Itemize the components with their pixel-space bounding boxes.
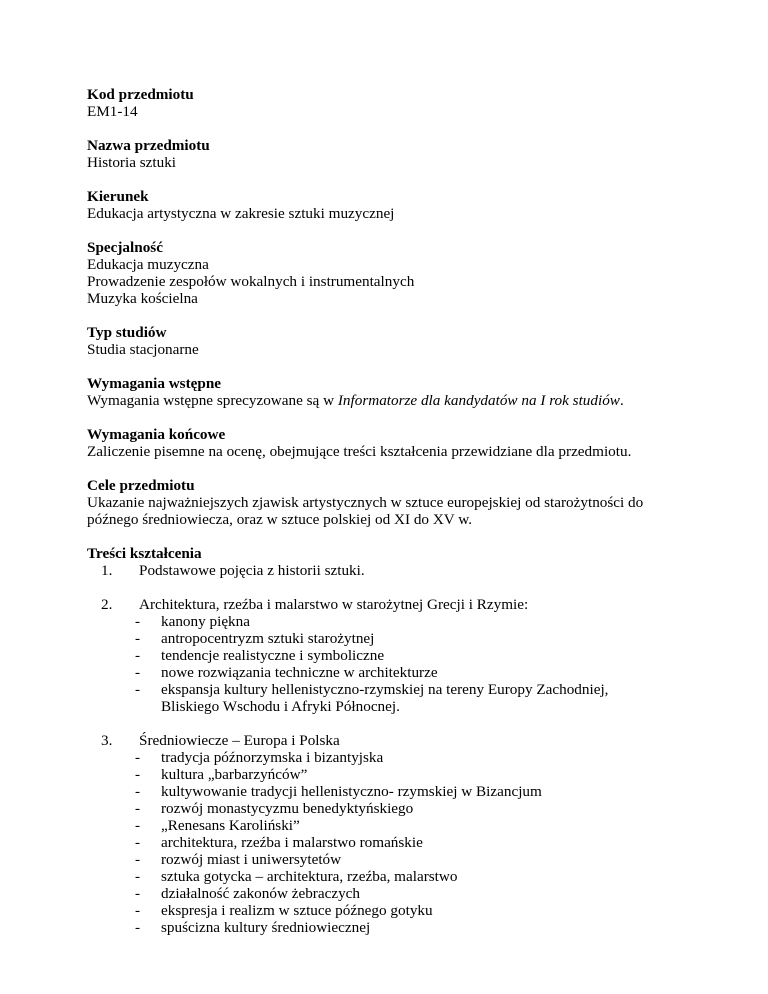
field-label: Specjalność (87, 239, 163, 256)
field-value: EM1-14 (87, 103, 138, 120)
field-value: Studia stacjonarne (87, 341, 199, 358)
list-item (135, 749, 687, 766)
list-item (135, 868, 687, 885)
content-item (101, 562, 687, 579)
subitem-text: tradycja późnorzymska i bizantyjska (161, 749, 384, 766)
field-label: Kierunek (87, 188, 149, 205)
dash-bullet: - (135, 919, 141, 936)
field-course-name (87, 137, 687, 171)
dash-bullet: - (135, 834, 141, 851)
dash-bullet: - (135, 817, 141, 834)
list-item (135, 647, 687, 664)
field-label: Wymagania końcowe (87, 426, 226, 443)
dash-bullet: - (135, 868, 141, 885)
subitem-text: kultura „barbarzyńców” (161, 766, 308, 783)
item-title: Podstawowe pojęcia z historii sztuki. (139, 562, 365, 579)
field-specialization (87, 239, 687, 307)
dash-bullet: - (135, 800, 141, 817)
item-number: 2. (101, 596, 113, 613)
dash-bullet: - (135, 647, 141, 664)
field-value: Ukazanie najważniejszych zjawisk artystycznych w sztuce europejskiej od starożytności do (87, 494, 644, 511)
list-item (135, 681, 641, 715)
list-item (135, 851, 687, 868)
subitem-text: spuścizna kultury średniowiecznej (161, 919, 371, 936)
dash-bullet: - (135, 630, 141, 647)
subitem-text: „Renesans Karoliński” (161, 817, 300, 834)
field-value: Edukacja muzyczna (87, 256, 209, 273)
subitem-text: rozwój miast i uniwersytetów (161, 851, 342, 868)
field-value: późnego średniowiecza, oraz w sztuce polskiej od XI do XV w. (87, 511, 473, 528)
dash-bullet: - (135, 783, 141, 800)
list-item (135, 664, 687, 681)
subitem-text: architektura, rzeźba i malarstwo romańskie (161, 834, 423, 851)
subitem-text: kultywowanie tradycji hellenistyczno- rzymskiej w Bizancjum (161, 783, 542, 800)
list-item (135, 766, 687, 783)
list-item (135, 783, 687, 800)
subitem-text: kanony piękna (161, 613, 250, 630)
item-number: 1. (101, 562, 113, 579)
field-final-requirements (87, 426, 687, 460)
field-value (87, 392, 687, 409)
dash-bullet: - (135, 851, 141, 868)
list-item (135, 800, 687, 817)
dash-bullet: - (135, 681, 141, 698)
item-number: 3. (101, 732, 113, 749)
dash-bullet: - (135, 749, 141, 766)
content-list (87, 562, 687, 936)
field-label: Wymagania wstępne (87, 375, 222, 392)
subitem-text: sztuka gotycka – architektura, rzeźba, malarstwo (161, 868, 458, 885)
subitem-list (101, 749, 687, 936)
subitem-text: nowe rozwiązania techniczne w architekturze (161, 664, 438, 681)
content-item (101, 596, 687, 715)
field-value: Edukacja artystyczna w zakresie sztuki muzycznej (87, 205, 395, 222)
list-item (135, 885, 687, 902)
field-value: Historia sztuki (87, 154, 177, 171)
subitem-text: działalność zakonów żebraczych (161, 885, 361, 902)
content-item (101, 732, 687, 936)
field-major (87, 188, 687, 222)
subitem-text: antropocentryzm sztuki starożytnej (161, 630, 375, 647)
list-item (135, 817, 687, 834)
dash-bullet: - (135, 902, 141, 919)
field-label: Cele przedmiotu (87, 477, 195, 494)
field-course-code (87, 86, 687, 120)
field-value: Prowadzenie zespołów wokalnych i instrumentalnych (87, 273, 415, 290)
field-content (87, 545, 687, 936)
item-title: Architektura, rzeźba i malarstwo w starożytnej Grecji i Rzymie: (139, 596, 529, 613)
dash-bullet: - (135, 664, 141, 681)
field-goals (87, 477, 687, 528)
subitem-text: tendencje realistyczne i symboliczne (161, 647, 385, 664)
item-title: Średniowiecze – Europa i Polska (139, 732, 340, 749)
dash-bullet: - (135, 885, 141, 902)
subitem-text: rozwój monastycyzmu benedyktyńskiego (161, 800, 414, 817)
list-item (135, 919, 687, 936)
prerequisites-text: Wymagania wstępne sprecyzowane są w (87, 392, 338, 409)
dash-bullet: - (135, 613, 141, 630)
prerequisites-italic-title: Informatorze dla kandydatów na I rok studiów (337, 392, 620, 409)
list-item (135, 834, 687, 851)
field-label: Nazwa przedmiotu (87, 137, 210, 154)
field-label: Typ studiów (87, 324, 167, 341)
field-study-type (87, 324, 687, 358)
field-value: Zaliczenie pisemne na ocenę, obejmujące treści kształcenia przewidziane dla przedmiotu. (87, 443, 632, 460)
field-label: Treści kształcenia (87, 545, 202, 562)
subitem-text: ekspresja i realizm w sztuce późnego gotyku (161, 902, 433, 919)
list-item (135, 630, 687, 647)
list-item (135, 902, 687, 919)
list-item (135, 613, 687, 630)
field-value: Muzyka kościelna (87, 290, 198, 307)
subitem-text: ekspansja kultury hellenistyczno-rzymskiej na tereny Europy Zachodniej, Bliskiego Wschodu i Afryki Północnej. (161, 681, 609, 715)
prerequisites-end: . (619, 392, 624, 409)
subitem-list (101, 613, 687, 715)
document-page (87, 86, 687, 953)
field-label: Kod przedmiotu (87, 86, 194, 103)
field-prerequisites (87, 375, 687, 409)
dash-bullet: - (135, 766, 141, 783)
